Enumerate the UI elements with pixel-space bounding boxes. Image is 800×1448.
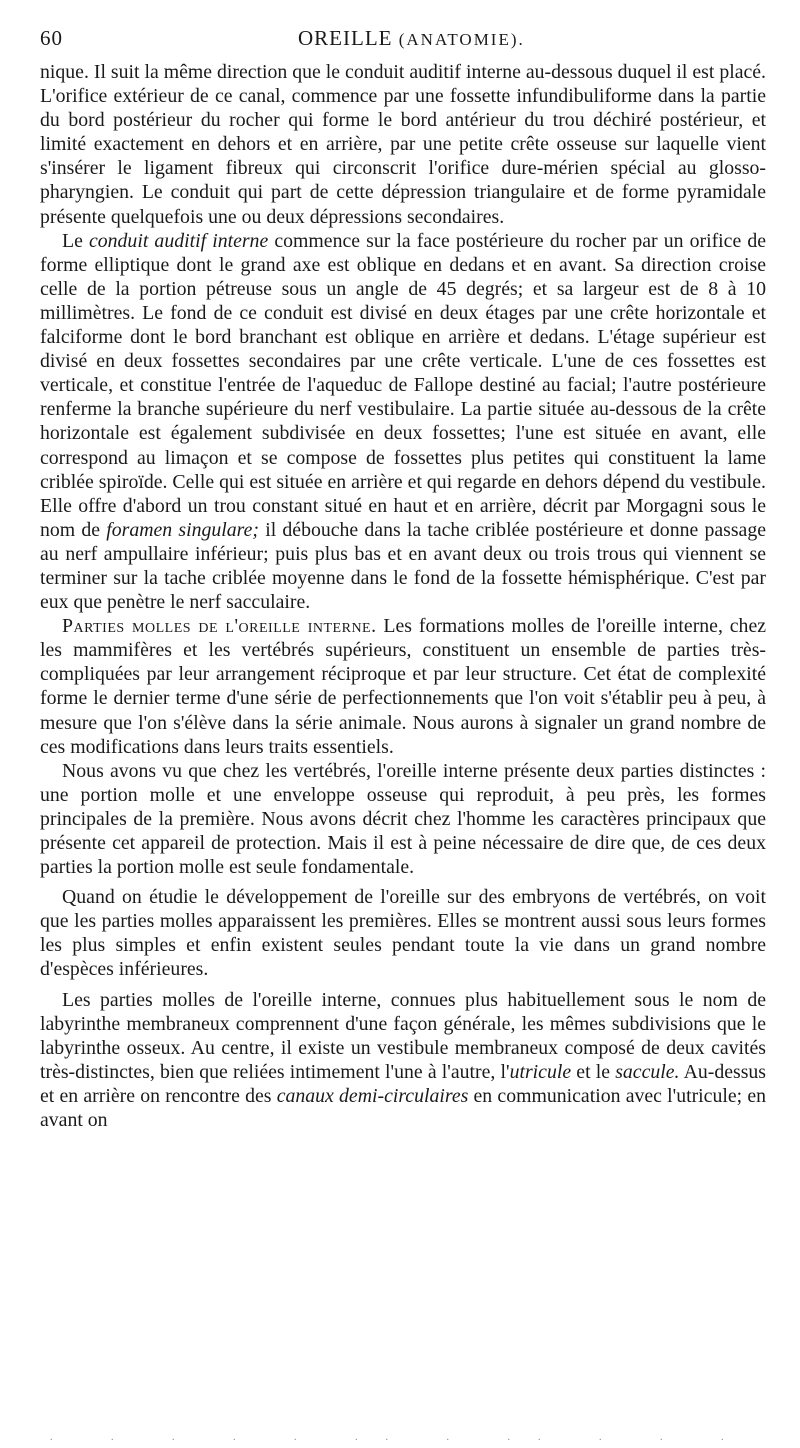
paragraph-continuation: nique. Il suit la même direction que le conduit auditif interne au-dessous duquel il est placé. L'orifice extérieur de ce canal, commence par une fossette infundibuliforme dans la partie du bord postérieur du rocher qui forme le bord antérieur du trou déchiré postérieur, et limité exactement en dehors et en arrière, par une petite crête osseuse sur laquelle vient s'insérer le ligament fibreux qui circonscrit l'orifice dure-mérien spécial au glosso-pharyngien. Le conduit qui part de cette dépression triangulaire et de forme pyramidale présente quelquefois une ou deux dépressions secondaires. (40, 61, 766, 228)
emphasis-term: conduit auditif interne (88, 229, 269, 252)
paragraph-parties-molles (40, 614, 766, 759)
paragraph-text: commence sur la face postérieure du rocher par un orifice de forme elliptique dont le grand axe est oblique en dedans et en avant. Sa direction croise celle de la portion pétreuse sous un angle de 45 degrés; et sa largeur est de 8 à 10 millimètres. Le fond de ce conduit est divisé en deux étages par une crête horizontale et falciforme dont le bord branchant est oblique en arrière et dedans. L'étage supérieur est divisé en deux fossettes secondaires par une crête verticale. L'une de ces fossettes est verticale, et constitue l'entrée de l'aqueduc de Fallope destiné au facial; l'autre postérieure renferme la branche supérieure du nerf vestibulaire. La partie située au-dessous de la crête horizontale est également subdivisée en deux fossettes; l'une est située en avant, elle correspond au limaçon et se compose de fossettes plus petites qui constituent la lame criblée spiroïde. Celle qui est située en arrière et qui regarde en dehors dépend du vestibule. Elle offre d'abord un trou constant situé en haut et en arrière, décrit par Morgagni sous le nom de (40, 229, 767, 541)
paragraph-conduit-auditif (40, 229, 766, 615)
emphasis-term: foramen singulare; (106, 518, 259, 541)
emphasis-term: saccule. (615, 1060, 680, 1083)
running-title (298, 26, 525, 51)
footer-marks: . . . . . .. . .. . . . (50, 1432, 752, 1443)
paragraph-text: en communication avec l'utricule; en avant on (40, 1084, 766, 1132)
emphasis-term: canaux demi-circulaires (276, 1084, 469, 1107)
paragraph-labyrinthe (40, 988, 766, 1133)
document-page (40, 26, 766, 1132)
paragraph-text: et le (571, 1060, 616, 1083)
page-number: 60 (40, 26, 63, 50)
paragraph-developpement: Quand on étudie le développement de l'oreille sur des embryons de vertébrés, on voit que les parties molles apparaissent les premières. Elles se montrent aussi sous leurs formes les plus simples et enfin existent seules pendant toute la vie dans un grand nombre d'espèces inférieures. (40, 886, 766, 981)
paragraph-deux-parties: Nous avons vu que chez les vertébrés, l'oreille interne présente deux parties distinctes : une portion molle et une enveloppe osseuse qui reproduit, à peu près, les formes principales de la première. Nous avons décrit chez l'homme les caractères principaux que présente cet appareil de protection. Mais il est à peine nécessaire de dire que, de ces deux parties la portion molle est seule fondamentale. (40, 759, 766, 879)
running-title-subtitle: (ANATOMIE). (398, 30, 525, 49)
paragraph-text: Le (62, 229, 89, 252)
running-title-main: OREILLE (298, 26, 393, 50)
body-text (40, 60, 766, 1132)
section-heading: Parties molles de l'oreille interne. (62, 615, 377, 638)
paragraph-text: il débouche dans la tache criblée postérieure et donne passage au nerf ampullaire inférieur; puis plus bas et en avant deux ou trois trous qui viennent se terminer sur la tache criblée moyenne dans le fond de la fossette hémisphérique. C'est par eux que penètre le nerf sacculaire. (40, 518, 766, 614)
emphasis-term: utricule (509, 1060, 572, 1083)
paragraph-text: Les formations molles de l'oreille interne, chez les mammifères et les vertébrés supérieurs, constituent un ensemble de parties très-compliquées par leur arrangement réciproque et par leur structure. Cet état de complexité forme le dernier terme d'une série de perfectionnements que l'on voit s'établir peu à peu, à mesure que l'on s'élève dans la série animale. Nous aurons à signaler un grand nombre de ces modifications dans leurs traits essentiels. (40, 615, 767, 758)
paragraph-text: Au-dessus et en arrière on rencontre des (40, 1060, 766, 1107)
paragraph-text: Les parties molles de l'oreille interne, connues plus habituellement sous le nom de labyrinthe membraneux comprennent d'une façon générale, les mêmes subdivisions que le labyrinthe osseux. Au centre, il existe un vestibule membraneux composé de deux cavités très-distinctes, bien que reliées intimement l'une à l'autre, l' (40, 988, 766, 1083)
page-header (40, 26, 766, 60)
